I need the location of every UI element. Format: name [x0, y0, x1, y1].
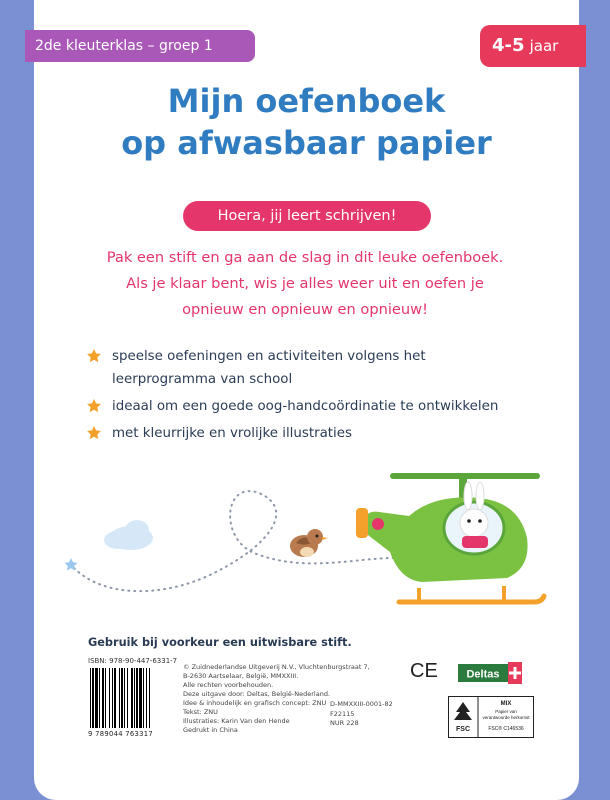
- credit-line: Alle rechten voorbehouden.: [183, 681, 274, 689]
- credit-line: Tekst: ZNU: [183, 708, 218, 716]
- feature-item: [86, 395, 566, 418]
- barcode-icon: [88, 668, 172, 730]
- grade-tab: [25, 30, 255, 62]
- product-codes: [330, 700, 393, 729]
- credit-line: Deze uitgave door: Deltas, België-Nederland.: [183, 690, 331, 698]
- code-line: F22115: [330, 709, 355, 718]
- age-tab: [480, 25, 586, 67]
- fsc-line-2: verantwoorde herkomst: [482, 715, 530, 720]
- credit-line: B-2630 Aartselaar, België, MMXXIII.: [183, 672, 299, 680]
- age-unit: jaar: [529, 37, 559, 55]
- fsc-logo-text: FSC: [456, 726, 470, 733]
- code-line: D-MMXXIII-0001-82: [330, 700, 393, 708]
- age-range: 4-5: [492, 35, 525, 56]
- grade-label: 2de kleuterklas – groep 1: [35, 38, 213, 54]
- code-line: NUR 228: [330, 719, 359, 727]
- title-line-1: Mijn oefenboek: [167, 82, 446, 120]
- feature-text: ideaal om een goede oog-handcoördinatie te ontwikkelen: [112, 399, 499, 414]
- deltas-logo: [458, 662, 522, 684]
- star-icon: [86, 398, 102, 414]
- tagline-text: Hoera, jij leert schrijven!: [217, 208, 397, 224]
- feature-item: [86, 345, 566, 391]
- intro-line: Pak een stift en ga aan de slag in dit leuke oefenboek.: [106, 249, 504, 266]
- feature-list: [86, 345, 566, 449]
- fsc-label: [448, 696, 534, 738]
- isbn-label: ISBN: 978-90-447-6331-7: [88, 657, 178, 665]
- feature-item: [86, 422, 566, 445]
- intro-line: opnieuw en opnieuw en opnieuw!: [182, 301, 428, 318]
- illustration: [34, 448, 579, 623]
- credit-line: Illustraties: Karin Van den Hende: [183, 717, 290, 725]
- title-line-2: op afwasbaar papier: [121, 124, 492, 162]
- intro-text: [60, 245, 550, 323]
- ce-mark: CE: [410, 660, 438, 682]
- fsc-line-1: Papier van: [495, 709, 517, 714]
- fsc-code: FSC® C146536: [488, 726, 524, 732]
- fsc-mix: MIX: [500, 701, 512, 707]
- cloud-icon: [104, 520, 153, 550]
- credit-line: Idee & inhoudelijk en grafisch concept: ZNU: [183, 699, 327, 707]
- star-icon: [86, 425, 102, 441]
- tagline-badge: [183, 201, 431, 231]
- barcode-number: 9 789044 763317: [88, 730, 154, 738]
- book-title: [34, 80, 579, 164]
- credit-line: Gedrukt in China: [183, 726, 238, 734]
- feature-text: met kleurrijke en vrolijke illustraties: [112, 426, 352, 441]
- feature-text: speelse oefeningen en activiteiten volgens het: [112, 349, 426, 364]
- star-icon: [86, 348, 102, 364]
- credit-line: © Zuidnederlandse Uitgeverij N.V., Vluchtenburgstraat 7,: [183, 663, 370, 671]
- deltas-logo-text: Deltas: [466, 668, 500, 681]
- feature-text: leerprogramma van school: [112, 372, 293, 387]
- helicopter-icon: [356, 473, 544, 602]
- bird-icon: [290, 529, 328, 557]
- intro-line: Als je klaar bent, wis je alles weer uit en oefen je: [126, 275, 484, 292]
- usage-hint: Gebruik bij voorkeur een uitwisbare stift.: [88, 636, 352, 649]
